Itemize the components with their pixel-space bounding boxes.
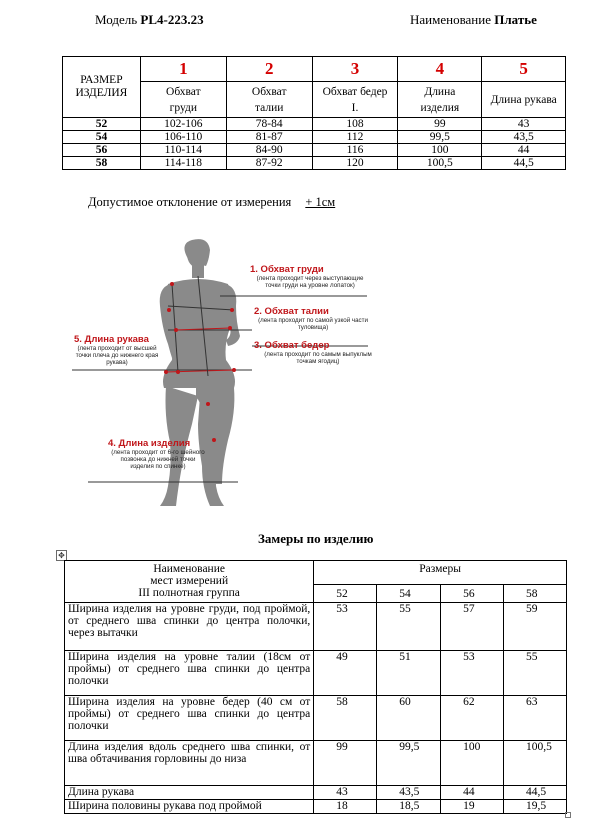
col-num: 2 <box>226 57 312 82</box>
place-header <box>65 561 314 603</box>
size-header: РАЗМЕР ИЗДЕЛИЯ <box>63 57 141 118</box>
value-cell: 43,5 <box>482 131 566 144</box>
row-value: 51 <box>377 651 441 696</box>
row-value: 99,5 <box>377 741 441 786</box>
row-value: 59 <box>504 603 567 651</box>
col-label: Длина изделия <box>398 82 482 118</box>
value-cell: 87-92 <box>226 157 312 170</box>
value-cell: 100,5 <box>398 157 482 170</box>
value-cell: 116 <box>312 144 398 157</box>
tolerance-value: + 1см <box>305 195 336 209</box>
size-col: 52 <box>314 585 377 603</box>
value-cell: 114-118 <box>140 157 226 170</box>
length-note: (лента проходит от 6-го шейного позвонка до нижней точки изделия по спинке) <box>111 449 205 470</box>
table-row <box>65 651 567 696</box>
size-col: 58 <box>504 585 567 603</box>
table-row <box>63 157 566 170</box>
model-label: Модель <box>95 12 138 27</box>
chest-note: (лента проходит через выступающие точки груди на уровне лопаток) <box>256 275 364 289</box>
chest-title: 1. Обхват груди <box>250 264 324 275</box>
size-cell: 52 <box>63 118 141 131</box>
value-cell: 106-110 <box>140 131 226 144</box>
row-value: 58 <box>314 696 377 741</box>
row-name: Ширина половины рукава под проймой <box>65 800 314 814</box>
col-num: 4 <box>398 57 482 82</box>
table-row <box>65 786 567 800</box>
value-cell: 110-114 <box>140 144 226 157</box>
row-value: 18,5 <box>377 800 441 814</box>
tolerance-line <box>88 195 335 210</box>
measurements-title: Замеры по изделию <box>258 531 374 546</box>
value-cell: 78-84 <box>226 118 312 131</box>
col-label: Обхват груди <box>140 82 226 118</box>
table-row <box>65 741 567 786</box>
label-chest <box>250 264 370 289</box>
measurements-table <box>64 560 567 814</box>
row-value: 100 <box>441 741 504 786</box>
value-cell: 99 <box>398 118 482 131</box>
table-move-handle-icon[interactable]: ✥ <box>56 550 67 561</box>
hips-note: (лента проходит по самым выпуклым точкам ягодиц) <box>264 351 372 365</box>
row-name: Ширина изделия на уровне талии (18см от проймы) от среднего шва спинки до центра полочки <box>65 651 314 696</box>
label-waist <box>254 306 372 331</box>
col-num: 3 <box>312 57 398 82</box>
place-header-3: III полнотная группа <box>138 587 240 599</box>
value-cell: 81-87 <box>226 131 312 144</box>
table-row <box>65 603 567 651</box>
waist-note: (лента проходит по самой узкой части туловища) <box>258 317 368 331</box>
size-cell: 54 <box>63 131 141 144</box>
hips-title: 3. Обхват бедер <box>254 340 330 351</box>
row-name: Длина изделия вдоль среднего шва спинки, от шва обтачивания горловины до низа <box>65 741 314 786</box>
row-value: 62 <box>441 696 504 741</box>
col-label: Обхват талии <box>226 82 312 118</box>
name-value: Платье <box>494 12 537 27</box>
row-value: 44,5 <box>504 786 567 800</box>
measurement-figure <box>68 236 440 510</box>
size-cell: 56 <box>63 144 141 157</box>
table-row <box>65 696 567 741</box>
row-value: 55 <box>504 651 567 696</box>
col-num: 1 <box>140 57 226 82</box>
row-value: 100,5 <box>504 741 567 786</box>
model-line <box>95 12 204 28</box>
label-hips <box>254 340 382 365</box>
row-value: 55 <box>377 603 441 651</box>
size-col: 54 <box>377 585 441 603</box>
table-row <box>65 800 567 814</box>
row-name: Длина рукава <box>65 786 314 800</box>
table-row <box>63 131 566 144</box>
label-length <box>108 438 208 470</box>
value-cell: 120 <box>312 157 398 170</box>
sizes-header: Размеры <box>314 561 567 585</box>
col-label: Длина рукава <box>482 82 566 118</box>
name-line <box>410 12 537 28</box>
table-row <box>63 118 566 131</box>
row-value: 63 <box>504 696 567 741</box>
row-value: 53 <box>314 603 377 651</box>
value-cell: 102-106 <box>140 118 226 131</box>
size-cell: 58 <box>63 157 141 170</box>
model-code: PL4-223.23 <box>140 12 204 27</box>
row-value: 43 <box>314 786 377 800</box>
value-cell: 100 <box>398 144 482 157</box>
sleeve-note: (лента проходит от высшей точки плеча до нижнего края рукава) <box>75 345 159 366</box>
value-cell: 44,5 <box>482 157 566 170</box>
place-header-1: Наименование <box>153 563 225 575</box>
row-value: 19,5 <box>504 800 567 814</box>
sleeve-title: 5. Длина рукава <box>74 334 149 345</box>
label-sleeve <box>74 334 160 366</box>
value-cell: 99,5 <box>398 131 482 144</box>
row-value: 60 <box>377 696 441 741</box>
length-title: 4. Длина изделия <box>108 438 191 449</box>
row-value: 53 <box>441 651 504 696</box>
row-value: 19 <box>441 800 504 814</box>
row-value: 44 <box>441 786 504 800</box>
tolerance-text: Допустимое отклонение от измерения <box>88 195 292 209</box>
row-value: 99 <box>314 741 377 786</box>
col-label: Обхват бедер I. <box>312 82 398 118</box>
name-label: Наименование <box>410 12 491 27</box>
size-col: 56 <box>441 585 504 603</box>
value-cell: 44 <box>482 144 566 157</box>
table-resize-handle[interactable] <box>565 812 571 818</box>
value-cell: 108 <box>312 118 398 131</box>
size-table <box>62 56 566 170</box>
table-row <box>63 144 566 157</box>
value-cell: 84-90 <box>226 144 312 157</box>
row-name: Ширина изделия на уровне бедер (40 см от проймы) от среднего шва спинки до центра полочки <box>65 696 314 741</box>
row-value: 49 <box>314 651 377 696</box>
row-name: Ширина изделия на уровне груди, под проймой, от среднего шва спинки до центра полочки, через вытачки <box>65 603 314 651</box>
value-cell: 43 <box>482 118 566 131</box>
row-value: 57 <box>441 603 504 651</box>
waist-title: 2. Обхват талии <box>254 306 329 317</box>
value-cell: 112 <box>312 131 398 144</box>
row-value: 43,5 <box>377 786 441 800</box>
row-value: 18 <box>314 800 377 814</box>
col-num: 5 <box>482 57 566 82</box>
place-header-2: мест измерений <box>150 575 229 587</box>
